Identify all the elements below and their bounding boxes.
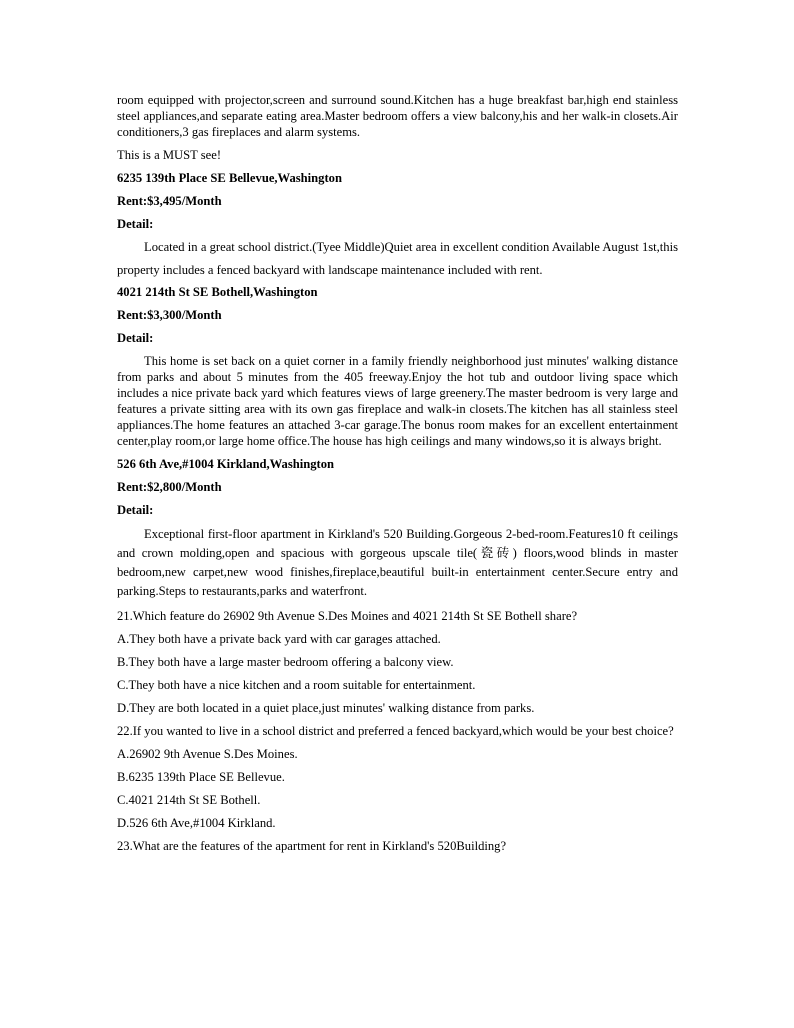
listing-detail-label: Detail: [117,217,154,231]
question-option: C.4021 214th St SE Bothell. [117,793,261,807]
question-option: C.They both have a nice kitchen and a room suitable for entertainment. [117,678,476,692]
listing-detail: Exceptional first-floor apartment in Kirkland's 520 Building.Gorgeous 2-bed-room.Features10 ft ceilings and crown molding,open and spacious with gorgeous upscale tile(瓷砖) floors,wood blinds in master bedroom,new carpet,new wood finishes,fireplace,beautiful built-in entertainment center.Secure entry and parking.Steps to restaurants,parks and waterfront. [117,527,678,598]
listing-detail-label: Detail: [117,503,154,517]
listing-address: 526 6th Ave,#1004 Kirkland,Washington [117,457,335,471]
question-option: A.26902 9th Avenue S.Des Moines. [117,747,298,761]
question-stem: 23.What are the features of the apartment for rent in Kirkland's 520Building? [117,839,507,853]
question-stem: 22.If you wanted to live in a school district and preferred a fenced backyard,which would be your best choice? [117,724,674,738]
must-see-line: This is a MUST see! [117,148,222,162]
listing-detail: This home is set back on a quiet corner in a family friendly neighborhood just minutes' walking distance from parks and about 5 minutes from the 405 freeway.Enjoy the hot tub and outdoor living space which includes a nice private back yard which features views of large greenery.The master bedroom is very large and features a private sitting area with its own gas fireplace and walk-in closets.The kitchen has all stainless steel appliances.The home features an attached 3-car garage.The bonus room makes for an excellent entertainment center,play room,or large home office.The house has high ceilings and many windows,so it is always bright. [117,354,678,448]
intro-paragraph: room equipped with projector,screen and surround sound.Kitchen has a huge breakfast bar,high end stainless steel appliances,and separate eating area.Master bedroom offers a view balcony,his and her walk-in closets.Air conditioners,3 gas fireplaces and alarm systems. [117,93,678,139]
question-option: D.They are both located in a quiet place,just minutes' walking distance from parks. [117,701,535,715]
document-page [117,92,678,854]
listing-rent: Rent:$2,800/Month [117,480,222,494]
listing-rent: Rent:$3,495/Month [117,194,222,208]
question-stem: 21.Which feature do 26902 9th Avenue S.Des Moines and 4021 214th St SE Bothell share? [117,609,578,623]
question-option: A.They both have a private back yard with car garages attached. [117,632,441,646]
listing-address: 4021 214th St SE Bothell,Washington [117,285,318,299]
listing-address: 6235 139th Place SE Bellevue,Washington [117,171,342,185]
listing-detail-label: Detail: [117,331,154,345]
listing-detail: Located in a great school district.(Tyee Middle)Quiet area in excellent condition Available August 1st,this property includes a fenced backyard with landscape maintenance included with rent. [117,240,678,277]
question-option: B.They both have a large master bedroom offering a balcony view. [117,655,454,669]
question-option: D.526 6th Ave,#1004 Kirkland. [117,816,276,830]
question-option: B.6235 139th Place SE Bellevue. [117,770,285,784]
listing-rent: Rent:$3,300/Month [117,308,222,322]
